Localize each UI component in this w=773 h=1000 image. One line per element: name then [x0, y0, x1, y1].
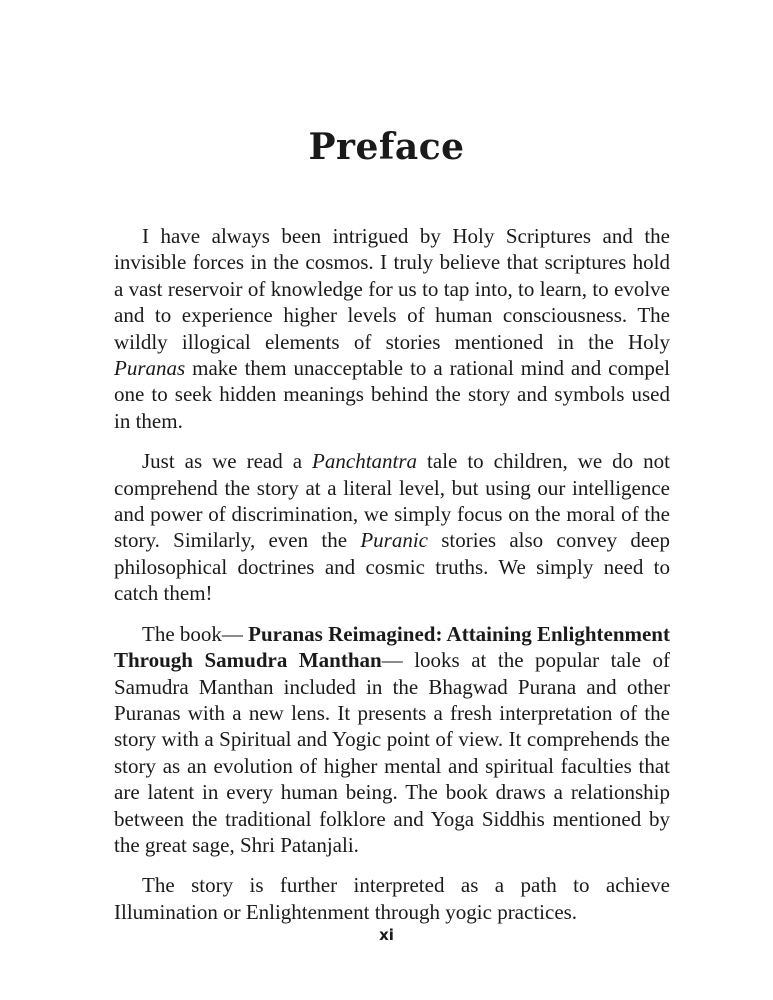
book-title-bold: Puranas Reimagined: Attaining Enlightenment Through Samudra Manthan [114, 621, 670, 673]
paragraph-text: tale to children, we do not comprehend the story at a literal level, but using our intelligence and power of discrimination, we simply focus on the moral of the story. Similarly, even the [114, 449, 670, 553]
italic-term-panchtantra: Panchtantra [312, 449, 418, 474]
paragraph-1 [114, 223, 670, 434]
paragraph-text: Just as we read a [142, 449, 313, 474]
page-number: xi [379, 926, 394, 944]
paragraph-text: make them unacceptable to a rational mind and compel one to seek hidden meanings behind the story and symbols used in them. [114, 356, 670, 433]
paragraph-text: — looks at the popular tale of Samudra Manthan included in the Bhagwad Purana and other Puranas with a new lens. It presents a fresh interpretation of the story with a Spiritual and Yogic point of view. It comprehends the story as an evolution of higher mental and spiritual faculties that are latent in every human being. The book draws a relationship between the traditional folklore and Yoga Siddhis mentioned by the great sage, Shri Patanjali. [114, 648, 670, 857]
paragraph-text: I have always been intrigued by Holy Scriptures and the invisible forces in the cosmos. I truly believe that scriptures hold a vast reservoir of knowledge for us to tap into, to learn, to evolve and to experience higher levels of human consciousness. The wildly illogical elements of stories mentioned in the Holy [114, 224, 670, 354]
paragraph-text: The book— [142, 621, 249, 646]
paragraph-3 [114, 621, 670, 859]
paragraph-text: The story is further interpreted as a path to achieve Illumination or Enlightenment through yogic practices. [114, 873, 670, 924]
paragraph-text: stories also convey deep philosophical doctrines and cosmic truths. We simply need to catch them! [114, 528, 670, 606]
page-title: Preface [308, 126, 465, 168]
italic-term-puranas: Puranas [114, 356, 186, 381]
paragraph-4 [114, 872, 670, 925]
preface-body [114, 223, 670, 939]
italic-term-puranic: Puranic [360, 528, 428, 553]
paragraph-2 [114, 448, 670, 606]
